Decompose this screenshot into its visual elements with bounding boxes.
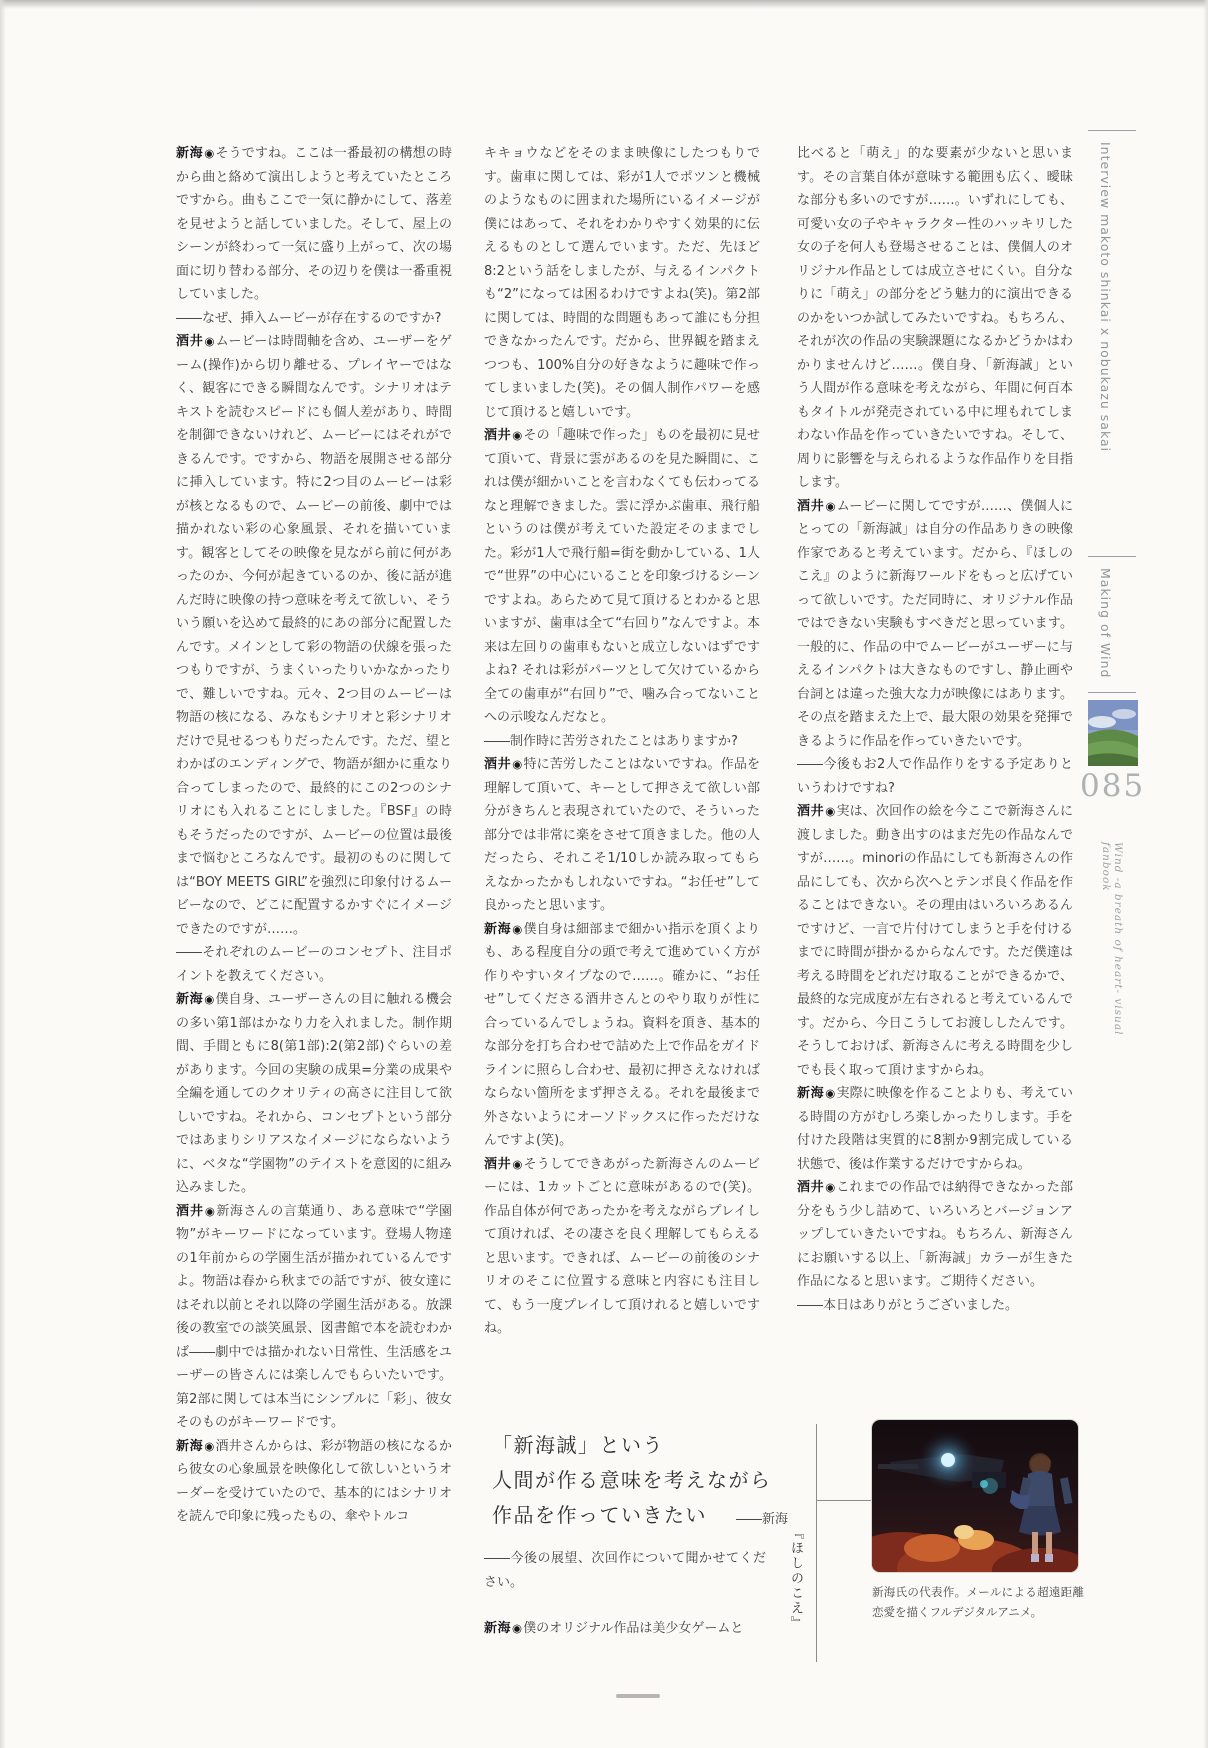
speech-paragraph: 新海◉僕自身、ユーザーさんの目に触れる機会の多い第1部はかなり力を入れました。制作期間、手間ともに8(第1部):2(第2部)ぐらいの差があります。今回の実験の成果=分業の成果や全編を通してのクオリティの高さに注目して欲しいですね。それから、コンセプトという部分ではあまりシリアスなイメージにならないように、ベタな“学園物”のテイストを意図的に組み込みました。 (176, 992, 452, 1195)
sidebar-section-label: Making of Wind (1098, 568, 1113, 679)
article-column-2 (484, 142, 760, 1341)
speaker-name: 新海 (797, 1086, 825, 1101)
speech-paragraph: 比べると「萌え」的な要素が少ないと思います。その言葉自体が意味する範囲も広く、曖昧な部分も多いのですが……。いずれにしても、可愛い女の子やキャラクター性のハッキリした女の子を何人も登場させることは、僕個人のオリジナル作品としては成立させにくい。自分なりに「萌え」の部分をどう魅力的に演出できるのかをいつか試してみたいですね。もちろん、それが次の作品の実験課題になるかどうかはわかりませんけど……。僕自身、「新海誠」という人間が作る意味を考えながら、年間に何百本もタイトルが発売されている中に埋もれてしまわない作品を作っていきたいですね。そして、周りに影響を与えられるような作品作りを目指します。 (797, 146, 1073, 490)
pull-quote-attribution: ――新海 (735, 1512, 788, 1527)
interview-question: ――今後の展望、次回作について聞かせてください。 (484, 1551, 766, 1590)
speech-paragraph: キキョウなどをそのまま映像にしたつもりです。歯車に関しては、彩が1人でポツンと機械のようなものに囲まれた場所にいるイメージが僕にはあって、それをわかりやすく効果的に伝えるものとして選んでいます。ただ、先ほど8:2という話をしましたが、与えるインパクトも“2”になっては困るわけですよね(笑)。第2部に関しては、時間的な問題もあって誰にも分担できなかったんです。だから、世界観を踏まえつつも、100%自分の好きなように趣味で作ってしまいました(笑)。その個人制作パワーを感じて頂けると嬉しいです。 (484, 146, 760, 420)
speaker-name: 新海 (176, 1438, 204, 1454)
feature-bracket-horizontal-line (816, 1500, 873, 1501)
sidebar-script-label: Wind -a breath of heart- visual fanbook (1100, 842, 1124, 1036)
speaker-bullet-icon: ◉ (204, 992, 215, 1006)
interview-question: ――制作時に苦労されたことはありますか? (484, 733, 738, 749)
speech-paragraph: 新海◉僕のオリジナル作品は美少女ゲームと (484, 1621, 744, 1636)
speaker-bullet-icon: ◉ (204, 1438, 215, 1453)
speech-paragraph: 新海◉僕自身は細部まで細かい指示を頂くよりも、ある程度自分の頭で考えて進めていく方が作りやすいタイプなので……。確かに、“お任せ”してくださる酒井さんとのやり取りが性に合っているんでしょうね。資料を頂き、基本的な部分を打ち合わせで詰めた上で作品をガイドラインに照らし合わせ、最初に押さえなければならない箇所をまず押さえる。それを最後まで外さないようにオーソドックスに作っただけなんですよ(笑)。 (484, 921, 760, 1148)
article-column-2-continued (484, 1547, 766, 1641)
speaker-name: 新海 (176, 992, 204, 1007)
interview-question: ――なぜ、挿入ムービーが存在するのですか? (176, 310, 442, 326)
speaker-bullet-icon: ◉ (825, 804, 836, 818)
speech-paragraph: 新海◉そうですね。ここは一番最初の構想の時から曲と絡めて演出しようと考えていたところですから。曲もここで一気に静かにして、落差を見せようと話していました。そして、屋上のシーンが終わって一気に盛り上がって、次の場面に切り替わる部分、その辺りを僕は一番重視していました。 (176, 146, 452, 302)
sidebar-interview-label: Interview makoto shinkai x nobukazu sakai (1098, 142, 1113, 453)
speaker-name: 酒井 (797, 1180, 825, 1195)
speech-paragraph: 酒井◉これまでの作品では納得できなかった部分をもう少し詰めて、いろいろとバージョンアップしていきたいですね。もちろん、新海さんにお願いする以上、「新海誠」カラーが生きた作品になると思います。ご期待ください。 (797, 1180, 1073, 1289)
speech-paragraph: 酒井◉特に苦労したことはないですね。作品を理解して頂いて、キーとして押さえて欲しい部分がきちんと表現されていたので、そういった部分では非常に楽をさせて頂きました。他の人だったら、それこそ1/10しか読み取ってもらえなかったかもしれないですね。“お任せ”して良かったと思います。 (484, 757, 760, 913)
speaker-bullet-icon: ◉ (825, 1180, 836, 1194)
speech-paragraph: 酒井◉実は、次回作の絵を今ここで新海さんに渡しました。動き出すのはまだ先の作品なんですが……。minoriの作品にしても新海さんの作品にしても、次から次へとテンポ良く作品を作ることはできない。その理由はいろいろあるんですけど、一言で片付けてしまうと手を付けるまでに時間が掛かるからなんです。ただ僕達は考える時間をどれだけ取ることができるかで、最終的な完成度が左右されると考えているんです。だから、今日こうしてお渡ししたんです。そうしておけば、新海さんに考える時間を少しでも長く取って頂けますからね。 (797, 804, 1073, 1078)
speech-paragraph: 酒井◉そうしてできあがった新海さんのムービーには、1カットごとに意味があるので(笑)。作品自体が何であったかを考えながらプレイして頂ければ、その凄さを良く理解してもらえると思います。できれば、ムービーの前後のシナリオのそこに位置する意味と内容にも注目して、もう一度プレイして頂けれると嬉しいですね。 (484, 1156, 760, 1336)
speaker-bullet-icon: ◉ (512, 428, 523, 442)
sidebar-rule (1088, 130, 1136, 131)
speech-paragraph: 酒井◉ムービーは時間軸を含め、ユーザーをゲーム(操作)から切り離せる、プレイヤーではなく、観客にできる瞬間なんです。シナリオはテキストを読むスピードにも個人差があり、時間を制御できないけれど、ムービーにはそれができるんです。ですから、物語を展開させる部分に挿入しています。特に2つ目のムービーは彩が核となるもので、ムービーの前後、劇中では描かれない彩の心象風景、それを描いています。観客としてその映像を見ながら前に何があったのか、今何が起きているのか、後に話が進んだ時に映像の持つ意味を考えて欲しい、そういう願いを込めて最終的にあの部分に配置したんです。メインとして彩の物語の伏線を張ったつもりですが、うまくいったりいかなかったりで、難しいですね。元々、2つ目のムービーは物語の核になる、みなもシナリオと彩シナリオだけで見せるつもりだったんです。ただ、望とわかばのエンディングで、物語が細かに重なり合ってしまったので、最終的にこの2つのシナリオにも入れることにしました。『BSF』の時もそうだったのですが、ムービーの位置は最後まで悩むところなんです。最初のものに関しては“BOY MEETS GIRL”を強烈に印象付けるムービーなので、どこに配置するかすぐにイメージできたのですが……。 (176, 334, 452, 937)
speaker-bullet-icon: ◉ (204, 334, 215, 348)
speaker-bullet-icon: ◉ (204, 1203, 216, 1218)
article-column-3 (797, 142, 1073, 1317)
speaker-name: 新海 (484, 921, 512, 937)
speech-paragraph: 新海◉実際に映像を作ることよりも、考えている時間の方がむしろ楽しかったりします。手を付けた段階は実質的に8割か9割完成している状態で、後は作業するだけですからね。 (797, 1086, 1073, 1172)
sidebar-rule (1088, 692, 1136, 693)
speaker-name: 酒井 (484, 428, 512, 443)
pull-quote-line: 人間が作る意味を考えながら (492, 1468, 772, 1492)
pull-quote-line: 「新海誠」という (492, 1433, 664, 1457)
speech-paragraph: 酒井◉新海さんの言葉通り、ある意味で“学園物”がキーワードになっています。登場人物達の1年前からの学園生活が描かれているんですよ。物語は春から秋までの話ですが、彼女達にはそれ以前とそれ以降の学園生活がある。放課後の教室での談笑風景、図書館で本を読むわかば――劇中では描かれない日常性、生活感をユーザーの皆さんには楽しんでもらいたいです。第2部に関しては本当にシンプルに「彩」、彼女そのものがキーワードです。 (176, 1203, 452, 1430)
speaker-name: 酒井 (484, 757, 512, 772)
speaker-bullet-icon: ◉ (512, 757, 523, 771)
speaker-name: 新海 (176, 146, 204, 161)
scan-mark (616, 1694, 660, 1698)
speaker-name: 酒井 (797, 498, 825, 514)
hoshi-no-koe-still-image (872, 1420, 1078, 1572)
anime-still-graphic (872, 1420, 1078, 1572)
article-column-1 (176, 142, 452, 1529)
feature-title-vertical: 『ほしのこえ』 (788, 1526, 803, 1631)
pull-quote-line: 作品を作っていきたい (492, 1503, 707, 1527)
feature-bracket-vertical-line (816, 1424, 817, 1662)
interview-question: ――本日はありがとうございました。 (797, 1297, 1019, 1313)
sidebar-rule (1088, 556, 1136, 557)
speaker-name: 酒井 (484, 1156, 512, 1172)
speaker-bullet-icon: ◉ (825, 1086, 836, 1100)
speaker-bullet-icon: ◉ (512, 921, 523, 936)
page-number: 085 (1080, 768, 1146, 804)
speaker-bullet-icon: ◉ (825, 498, 836, 513)
speaker-name: 新海 (484, 1621, 512, 1636)
speaker-bullet-icon: ◉ (204, 146, 215, 160)
scan-edge-top (0, 0, 1208, 9)
landscape-thumbnail-graphic (1088, 700, 1138, 766)
speaker-name: 酒井 (176, 1203, 204, 1219)
speaker-bullet-icon: ◉ (512, 1156, 523, 1171)
scan-edge-right (1203, 0, 1208, 1748)
speech-paragraph: 酒井◉ムービーに関してですが……、僕個人にとっての「新海誠」は自分の作品ありきの映像作家であると考えています。だから、『ほしのこえ』のように新海ワールドをもっと広げていって欲しいです。ただ同時に、オリジナル作品ではできない実験もすべきだと思っています。一般的に、作品の中でムービーがユーザーに与えるインパクトは大きなものですし、静止画や台詞とは違った強大な力が映像にはあります。その点を踏まえた上で、最大限の効果を発揮できるように作品を作っていきたいです。 (797, 498, 1073, 749)
speaker-bullet-icon: ◉ (512, 1621, 523, 1635)
speech-paragraph: 新海◉酒井さんからは、彩が物語の核になるから彼女の心象風景を映像化して欲しいというオーダーを受けていたので、基本的にはシナリオを読んで印象に残ったもの、傘やトルコ (176, 1438, 452, 1524)
interview-question: ――今後もお2人で作品作りをする予定ありというわけですね? (797, 757, 1073, 796)
scan-edge-left (0, 0, 6, 1748)
feature-caption: 新海氏の代表作。メールによる超遠距離恋愛を描くフルデジタルアニメ。 (872, 1585, 1084, 1619)
landscape-thumbnail (1088, 700, 1138, 766)
speaker-name: 酒井 (176, 334, 204, 349)
interview-question: ――それぞれのムービーのコンセプト、注目ポイントを教えてください。 (176, 945, 452, 984)
speaker-name: 酒井 (797, 804, 825, 819)
speech-paragraph: 酒井◉その「趣味で作った」ものを最初に見せて頂いて、背景に雲があるのを見た瞬間に、これは僕が細かいことを言わなくても伝わってるなと理解できました。雲に浮かぶ歯車、飛行船というのは僕が考えていた設定そのままでした。彩が1人で飛行船=街を動かしている、1人で“世界”の中心にいることを印象づけるシーンですよね。あらためて見て頂けるとわかると思いますが、歯車は全て“右回り”なんですよ。本来は左回りの歯車もないと成立しないはずですよね? それは彩がパーツとして欠けているから全ての歯車が“右回り”で、噛み合ってないことへの示唆なんだなと。 (484, 428, 760, 725)
